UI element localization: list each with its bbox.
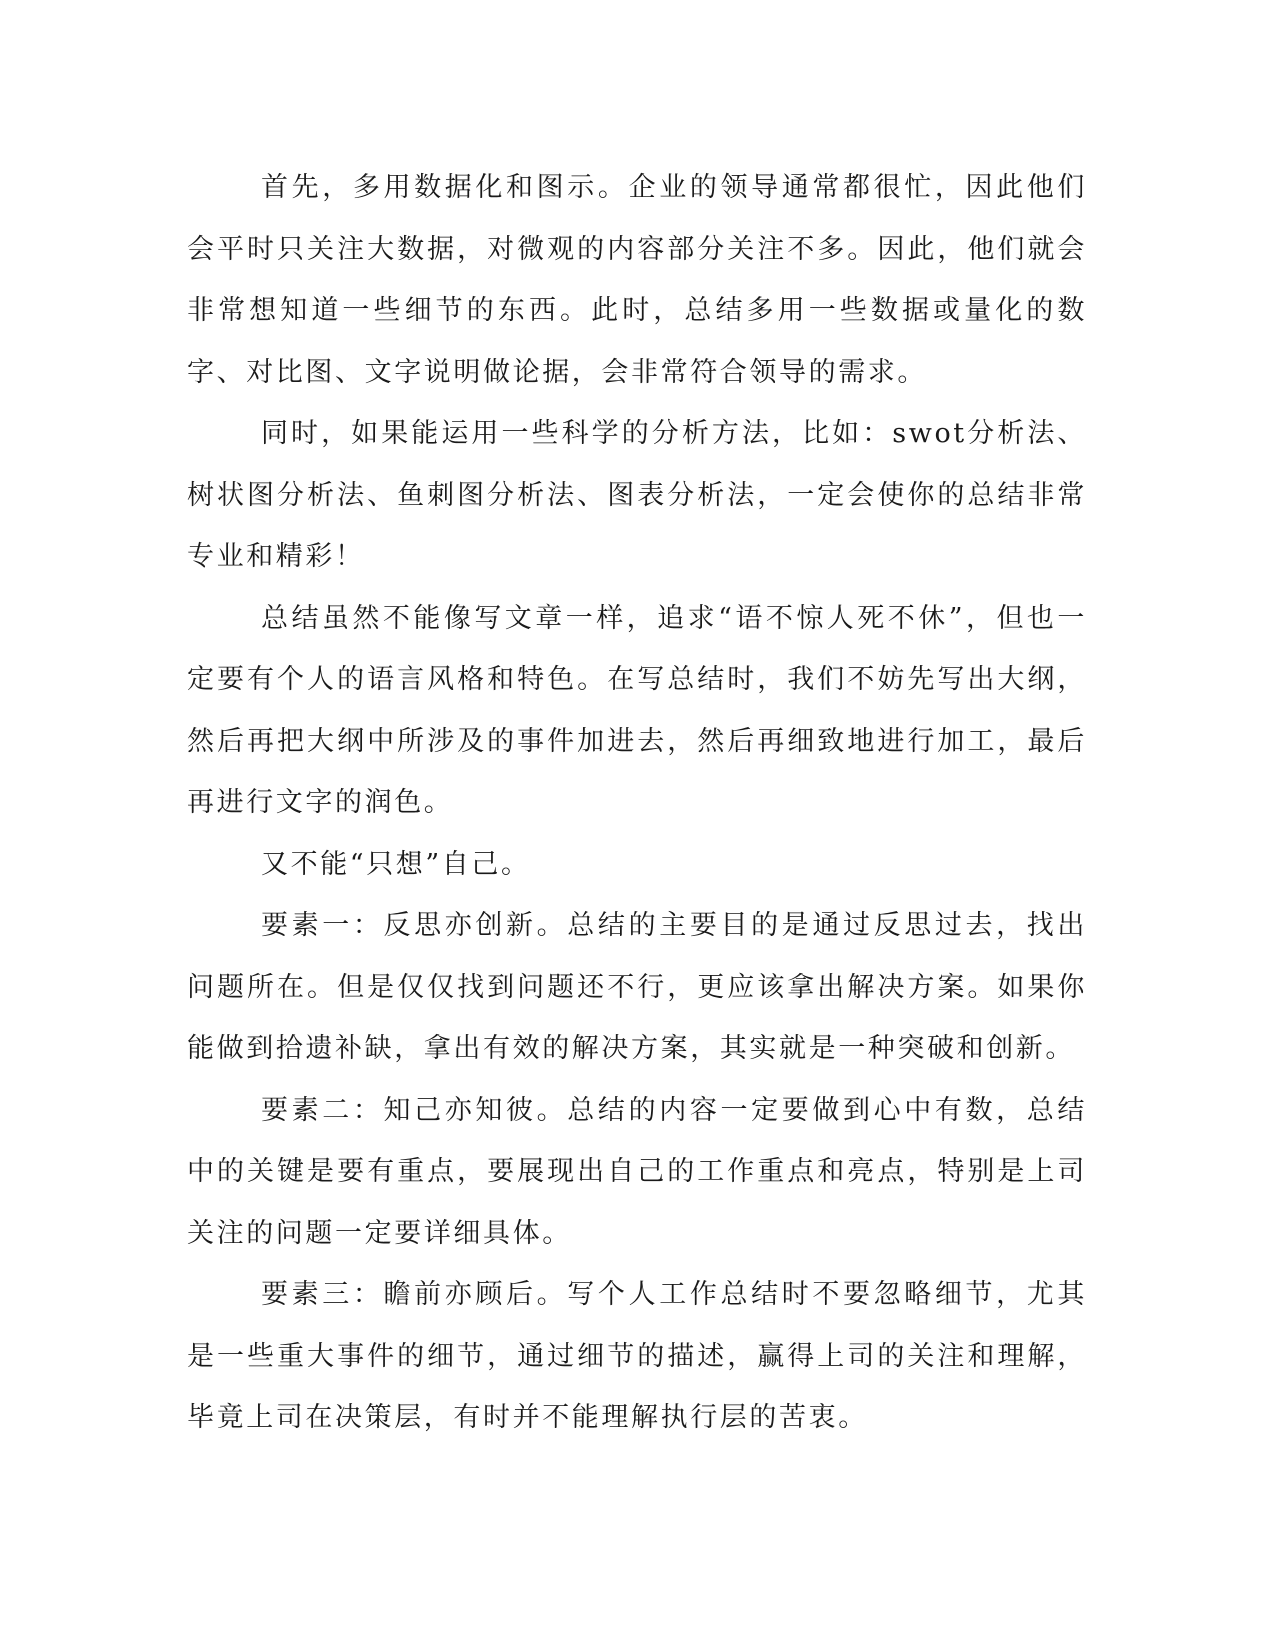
paragraph-language-style: 总结虽然不能像写文章一样，追求“语不惊人死不休”，但也一定要有个人的语言风格和特色。在写总结时，我们不妨先写出大纲，然后再把大纲中所涉及的事件加进去，然后再细致地进行加工，最后再进行文字的润色。 <box>187 602 1087 818</box>
paragraph-element-one: 要素一：反思亦创新。总结的主要目的是通过反思过去，找出问题所在。但是仅仅找到问题还不行，更应该拿出解决方案。如果你能做到拾遗补缺，拿出有效的解决方案，其实就是一种突破和创新。 <box>187 910 1087 1064</box>
paragraph-not-only-self: 又不能“只想”自己。 <box>261 848 531 880</box>
document-body <box>187 157 1087 1449</box>
paragraph-element-three: 要素三：瞻前亦顾后。写个人工作总结时不要忽略细节，尤其是一些重大事件的细节，通过细节的描述，赢得上司的关注和理解，毕竟上司在决策层，有时并不能理解执行层的苦衷。 <box>187 1279 1087 1433</box>
paragraph-element-two: 要素二：知己亦知彼。总结的内容一定要做到心中有数，总结中的关键是要有重点，要展现出自己的工作重点和亮点，特别是上司关注的问题一定要详细具体。 <box>187 1094 1087 1249</box>
paragraph-analysis-methods: 同时，如果能运用一些科学的分析方法，比如：swot分析法、树状图分析法、鱼刺图分析法、图表分析法，一定会使你的总结非常专业和精彩！ <box>187 418 1087 572</box>
paragraph-data-visualization: 首先，多用数据化和图示。企业的领导通常都很忙，因此他们会平时只关注大数据，对微观的内容部分关注不多。因此，他们就会非常想知道一些细节的东西。此时，总结多用一些数据或量化的数字、对比图、文字说明做论据，会非常符合领导的需求。 <box>187 172 1087 388</box>
